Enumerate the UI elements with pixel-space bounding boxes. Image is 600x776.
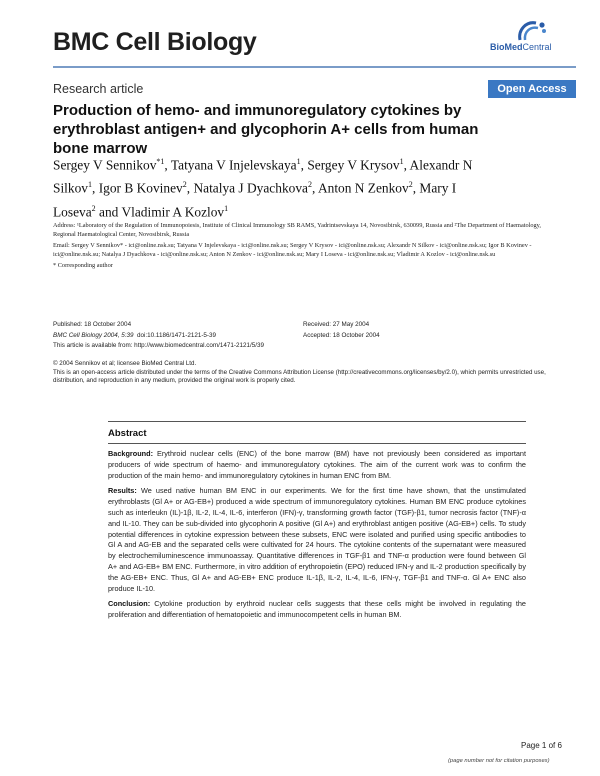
- page-number: Page 1 of 6: [521, 741, 562, 750]
- author-affiliation-marker: 1: [224, 203, 229, 213]
- copyright-block: [53, 360, 578, 386]
- address-text: Address: ¹Laboratory of the Regulation of Immunopoiesis, Institute of Clinical Immunology SB RAMS, Yadrintsevskaya 14, Novosibirsk, 630099, Russia and ²The Department of Haematology, Regional Haematological Center, Novosibirsk, Russia: [53, 222, 541, 238]
- author-list: Sergey V Sennikov$^{*1}$, Tatyana V Injelevskaya$^1$, Sergey V Krysov$^1$, Alexandr N Silkov$^1$, Igor B Kovinev$^2$, Natalya J Dyachkova$^2$, Anton N Zenkov$^2$, Mary I Loseva$^2$ and Vladimir A Kozlov$^1$: [53, 157, 473, 220]
- author-name: Sergey V Sennikov: [53, 157, 157, 173]
- author-name: Natalya J Dyachkova: [193, 180, 308, 196]
- abstract-section: [108, 486, 526, 594]
- header-rule: [53, 66, 576, 68]
- abstract-section: [108, 449, 526, 481]
- available-url: This article is available from: http://www.biomedcentral.com/1471-2121/5/39: [53, 342, 265, 349]
- article-title: Production of hemo- and immunoregulatory cytokines by erythroblast antigen+ and glycophorin A+ cells from human bone marrow: [53, 102, 479, 157]
- abstract-sections: [108, 449, 526, 621]
- affiliations-block: [53, 222, 553, 274]
- biomed-central-logo: [488, 18, 578, 54]
- page-number-note: (page number not for citation purposes): [448, 758, 550, 764]
- license-text: This is an open-access article distributed under the terms of the Creative Commons Attribution License (http://creativecommons.org/licenses/by/2.0), which permits unrestricted use, distribution, and reproduction in any medium, provided the original work is properly cited.: [53, 368, 546, 385]
- open-access-badge: Open Access: [488, 80, 576, 98]
- author-affiliation-marker: *1: [156, 157, 165, 166]
- author-name: Alexandr N Silkov: [53, 157, 473, 196]
- author-affiliation-marker: 2: [408, 180, 413, 190]
- author-affiliation-marker: 2: [91, 203, 96, 213]
- author-name: Anton N Zenkov: [317, 180, 409, 196]
- author-affiliation-marker: 1: [87, 180, 92, 190]
- abstract-section-text: We used native human BM ENC in our experiments. We for the first time have shown, that the unstimulated erythroblasts (Gl A+ or AG-EB+) produced a wide spectrum of immunoregulatory cytokines. Human BM ENC produce cytokines such as interleukn (IL)-1β, IL-2, IL-4, IL-6, interferon (IFN)-γ, transforming growth factor (TGF)-β1, tumor necrosis factor (TNF)-α and IL-10. They can be sub-divided into glycophorin A positive (Gl A+) and erythroblast antigen positive (AG-EB+) cells. To study potential differences in cytokine expression between these subsets, ENC were isolated and purified using specific antibodies to Gl A and AG-EB and the separated cells were cultivated for 24 hours. The cytokine contents of the supernatant were measured by electrochemiluminescence immunoassay. Quantitative differences in TGF-β1 and TNF-α production were found between Gl A+ and AG-EB+ BM ENC. Furthermore, in vitro addition of erythropoietin (EPO) reduced IFN-γ and IL-2 production specifically by the AG-EB+ ENC. Thus, Gl A+ and AG-EB+ ENC produce IL-1β, IL-2, IL-4, IL-6, IFN-γ, TGF-β1 and TNF-α. Gl A+ ENC also produce IL-10.: [108, 486, 526, 593]
- author-affiliation-marker: 2: [182, 180, 187, 190]
- citation-line: [53, 331, 264, 342]
- article-type: Research article: [53, 82, 144, 96]
- abstract-section-text: Cytokine production by erythroid nuclear cells suggests that these cells might be involved in regulating the proliferation and differentiation of hematopoietic and immunocompetent cells in human BM.: [108, 599, 526, 620]
- author-name: Sergey V Krysov: [307, 157, 400, 173]
- abstract-section-label: Background:: [108, 449, 153, 458]
- logo-central-text: Central: [522, 42, 552, 52]
- author-affiliation-marker: 1: [399, 157, 404, 166]
- author-name: Igor B Kovinev: [98, 180, 183, 196]
- received-date: Received: 27 May 2004: [303, 321, 370, 328]
- corresponding-author-note: * Corresponding author: [53, 262, 113, 270]
- author-name: Vladimir A Kozlov: [121, 204, 225, 220]
- citation: BMC Cell Biology 2004, 5:39: [53, 331, 134, 339]
- author-affiliation-marker: 2: [307, 180, 312, 190]
- copyright-line: © 2004 Sennikov et al; licensee BioMed Central Ltd.: [53, 360, 197, 367]
- abstract-section: [108, 599, 526, 621]
- logo-bio-text: BioMed: [490, 42, 523, 52]
- abstract-section-label: Conclusion:: [108, 599, 151, 609]
- journal-title: BMC Cell Biology: [53, 28, 257, 56]
- author-name: Mary I Loseva: [53, 180, 457, 220]
- abstract-heading: Abstract: [108, 422, 526, 444]
- author-name: Tatyana V Injelevskaya: [170, 157, 297, 173]
- doi: doi:10.1186/1471-2121-5-39: [137, 331, 217, 339]
- abstract-section-label: Results:: [108, 486, 137, 496]
- accepted-date: Accepted: 18 October 2004: [303, 331, 380, 339]
- abstract-box: [108, 421, 526, 621]
- published-date: Published: 18 October 2004: [53, 321, 132, 328]
- email-text: Email: Sergey V Sennikov* - ici@online.nsk.su; Tatyana V Injelevskaya - ici@online.nsk.su; Sergey V Krysov - ici@online.nsk.su; Alexandr N Silkov - ici@online.nsk.su; Igor B Kovinev - ici@online.nsk.su; Natalya J Dyachkova - ici@online.nsk.su; Anton N Zenkov - ici@online.nsk.su; Mary I Loseva - ici@online.nsk.su; Vladimir A Kozlov - ici@online.nsk.su: [53, 242, 532, 258]
- abstract-section-text: Erythroid nuclear cells (ENC) of the bone marrow (BM) have not previously been considered as important producers of wide spectrum of haemo- and immunoregulatory cytokines. The aim of the current work was to confirm the production of the main hemo- and immunoregulatory cytokines in human ENC from BM.: [108, 449, 526, 480]
- received-accepted-info: [303, 320, 380, 341]
- author-affiliation-marker: 1: [296, 157, 301, 166]
- publication-info: [53, 320, 264, 352]
- logo-swirl-icon: [512, 18, 572, 44]
